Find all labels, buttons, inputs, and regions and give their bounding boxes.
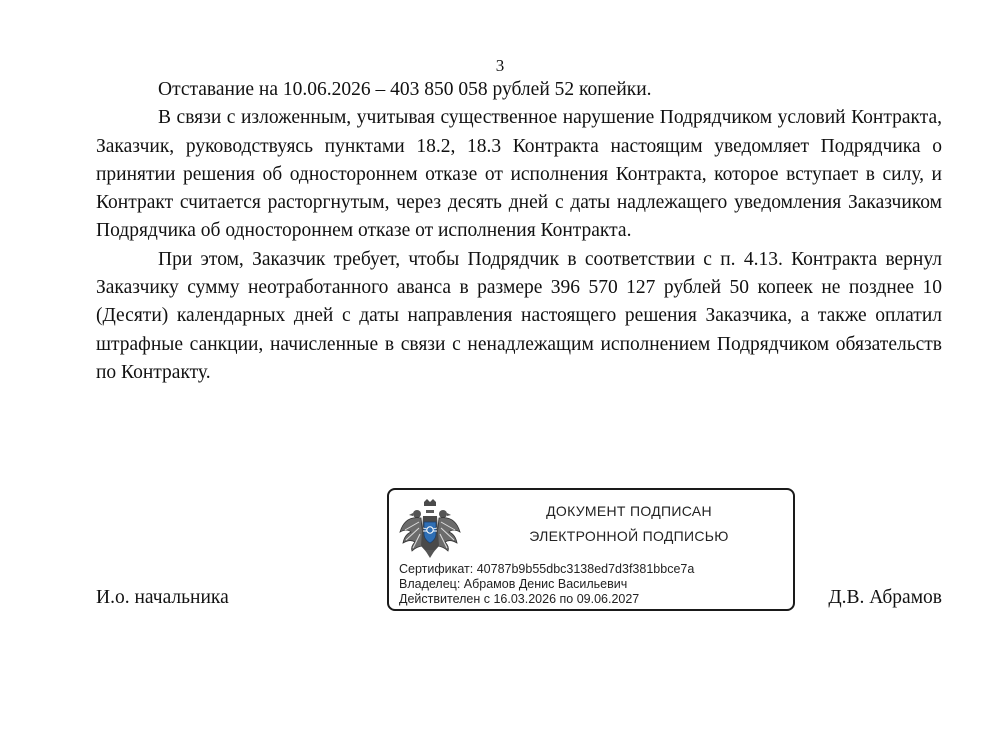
signer-name: Д.В. Абрамов <box>828 587 942 608</box>
stamp-title-line2: ЭЛЕКТРОННОЙ ПОДПИСЬЮ <box>529 528 729 544</box>
signer-title: И.о. начальника <box>96 587 229 608</box>
paragraph-termination-notice: В связи с изложенным, учитывая существенное нарушение Подрядчиком условий Контракта, Заказчик, руководствуясь пунктами 18.2, 18.3 Контракта настоящим уведомляет Подрядчика о принятии решения об одностороннем отказе от исполнения Контракта, которое вступает в силу, и Контракт считается расторгнутым, через десять дней с даты надлежащего уведомления Заказчиком Подрядчика об одностороннем отказе от исполнения Контракта. <box>96 107 942 242</box>
paragraph-lag: Отставание на 10.06.2026 – 403 850 058 рублей 52 копейки. <box>158 79 652 100</box>
stamp-title-line1: ДОКУМЕНТ ПОДПИСАН <box>546 503 712 519</box>
stamp-owner: Владелец: Абрамов Денис Васильевич <box>399 577 628 591</box>
stamp-validity: Действителен с 16.03.2026 по 09.06.2027 <box>399 592 640 606</box>
double-headed-eagle-emblem-icon <box>397 498 463 560</box>
stamp-certificate: Сертификат: 40787b9b55dbc3138ed7d3f381bbce7a <box>399 562 695 576</box>
paragraph-advance-refund-demand: При этом, Заказчик требует, чтобы Подрядчик в соответствии с п. 4.13. Контракта вернул Заказчику сумму неотработанного аванса в размере 396 570 127 рублей 50 копеек не позднее 10 (Десяти) календарных дней с даты направления настоящего решения Заказчика, а также оплатил штрафные санкции, начисленные в связи с ненадлежащим исполнением Подрядчиком обязательств по Контракту. <box>96 248 942 383</box>
page-number: 3 <box>495 56 505 75</box>
electronic-signature-stamp <box>387 488 795 611</box>
letter-body <box>96 76 942 387</box>
